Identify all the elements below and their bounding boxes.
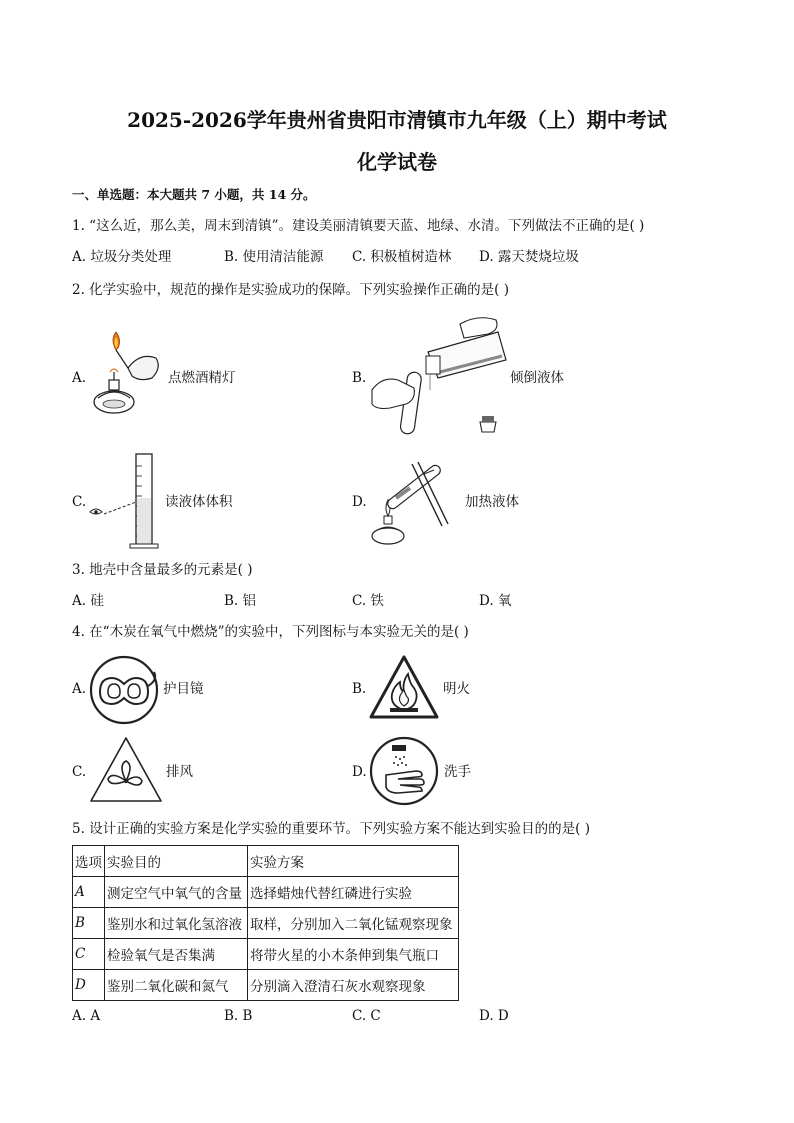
q4-stem: 4. 在“木炭在氧气中燃烧”的实验中，下列图标与本实验无关的是( ) [72,624,469,640]
table-cell: 分别滴入澄清石灰水观察现象 [248,970,459,1001]
pour-liquid-icon [368,312,508,442]
q5-stem: 5. 设计正确的实验方案是化学实验的重要环节。下列实验方案不能达到实验目的的是( ) [72,821,590,837]
q2-option-b-letter: B. [352,370,367,386]
table-header-cell: 实验目的 [105,846,248,877]
q2-option-a-letter: A. [72,370,87,386]
q1-option-b: B. 使用清洁能源 [224,249,324,265]
table-cell: 取样，分别加入二氧化锰观察现象 [248,908,459,939]
q4-option-c-caption: 排风 [166,764,193,780]
q4-option-a-caption: 护目镜 [163,681,204,697]
table-row [73,939,459,970]
q2-option-c-letter: C. [72,494,87,510]
section-heading: 一、单选题：本大题共 7 小题，共 14 分。 [72,187,316,202]
table-cell: 测定空气中氧气的含量 [105,877,248,908]
table-cell: 将带火星的小木条伸到集气瓶口 [248,939,459,970]
q2-option-a-caption: 点燃酒精灯 [168,370,236,386]
q4-option-d-caption: 洗手 [444,764,471,780]
q5-option-b: B. B [224,1008,253,1024]
table-cell: 鉴别二氧化碳和氮气 [105,970,248,1001]
q4-option-b-letter: B. [352,681,367,697]
table-cell: 检验氧气是否集满 [105,939,248,970]
q4-option-d-letter: D. [352,764,367,780]
table-cell: A [73,877,105,908]
q5-option-c: C. C [352,1008,381,1024]
q3-option-a: A. 硅 [72,593,104,609]
read-cylinder-icon [86,452,166,552]
q2-option-d-letter: D. [352,494,367,510]
exhaust-fan-icon [88,735,164,805]
q3-option-c: C. 铁 [352,593,384,609]
table-cell: 选择蜡烛代替红磷进行实验 [248,877,459,908]
table-cell: 鉴别水和过氧化氢溶液 [105,908,248,939]
alcohol-lamp-ignite-icon [88,328,168,420]
table-cell: D [73,970,105,1001]
q5-option-d: D. D [479,1008,509,1024]
hand-wash-icon [368,735,440,807]
q1-option-d: D. 露天焚烧垃圾 [479,249,579,265]
table-row [73,908,459,939]
experiment-table [72,845,459,1001]
table-header-cell: 实验方案 [248,846,459,877]
q2-option-c-caption: 读液体体积 [165,494,233,510]
q4-option-a-letter: A. [72,681,87,697]
exam-title: 2025-2026学年贵州省贵阳市清镇市九年级（上）期中考试 [127,108,667,132]
open-flame-icon [368,654,440,720]
table-header-cell: 选项 [73,846,105,877]
table-cell: B [73,908,105,939]
q3-option-d: D. 氧 [479,593,512,609]
table-cell: C [73,939,105,970]
heat-test-tube-icon [366,456,466,550]
goggles-icon [88,654,160,726]
q4-option-b-caption: 明火 [443,681,470,697]
exam-subtitle: 化学试卷 [357,150,437,174]
q3-stem: 3. 地壳中含量最多的元素是( ) [72,562,253,578]
table-row [73,970,459,1001]
q5-option-a: A. A [72,1008,101,1024]
q4-option-c-letter: C. [72,764,87,780]
q2-option-b-caption: 倾倒液体 [510,370,564,386]
table-header-row [73,846,459,877]
q2-stem: 2. 化学实验中，规范的操作是实验成功的保障。下列实验操作正确的是( ) [72,282,509,298]
q1-option-a: A. 垃圾分类处理 [72,249,172,265]
q3-option-b: B. 铝 [224,593,257,609]
q1-option-c: C. 积极植树造林 [352,249,452,265]
q2-option-d-caption: 加热液体 [465,494,519,510]
table-row [73,877,459,908]
q1-stem: 1. “这么近，那么美，周末到清镇”。建设美丽清镇要天蓝、地绿、水清。下列做法不正确的是( ) [72,218,645,234]
